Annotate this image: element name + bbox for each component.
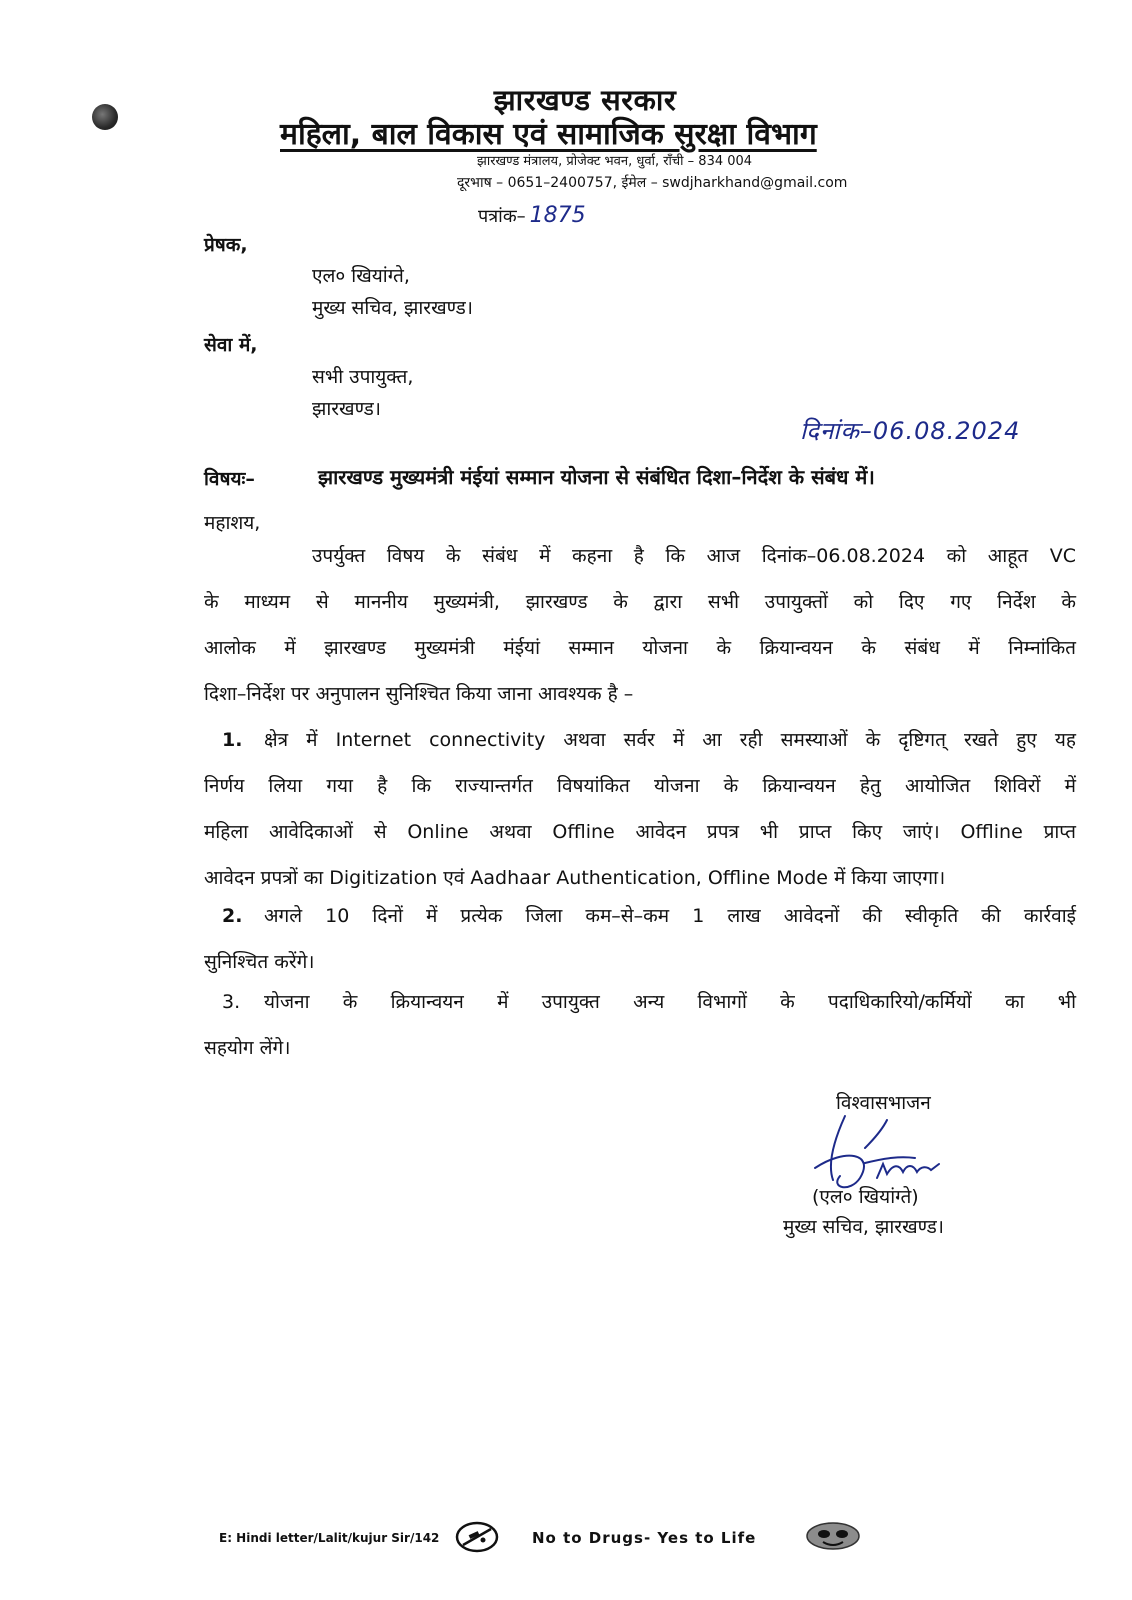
letter-number-handwritten: 1875	[529, 203, 586, 228]
point-line: सहयोग लेंगे।	[204, 1037, 291, 1059]
footer-slogan: No to Drugs- Yes to Life	[532, 1529, 757, 1547]
footer-reference: E: Hindi letter/Lalit/kujur Sir/142	[219, 1531, 440, 1545]
recipient-label: सेवा में,	[204, 334, 258, 356]
point-line: क्षेत्र में Internet connectivity अथवा सर्वर में आ रही समस्याओं के दृष्टिगत् रखते हुए यह	[264, 729, 1076, 751]
point-number: 2.	[222, 905, 243, 927]
body-line: आलोक में झारखण्ड मुख्यमंत्री मंईयां सम्मान योजना के क्रियान्वयन के संबंध में निम्नांकित	[204, 637, 1076, 659]
body-line: उपर्युक्त विषय के संबंध में कहना है कि आज दिनांक–06.08.2024 को आहूत VC	[312, 545, 1076, 567]
point-1	[204, 717, 1076, 901]
body-line: के माध्यम से माननीय मुख्यमंत्री, झारखण्ड के द्वारा सभी उपायुक्तों को दिए गए निर्देश के	[204, 591, 1076, 613]
sender-designation: मुख्य सचिव, झारखण्ड।	[312, 297, 473, 319]
sender-name: एल० खियांग्ते,	[312, 265, 410, 287]
signatory-name: (एल० खियांग्ते)	[812, 1186, 919, 1208]
smiley-face-icon	[805, 1521, 861, 1551]
handwritten-date: दिनांक–06.08.2024	[800, 417, 1021, 445]
no-drugs-icon	[455, 1521, 499, 1553]
closing-text: विश्वासभाजन	[836, 1092, 931, 1114]
signatory-designation: मुख्य सचिव, झारखण्ड।	[783, 1216, 944, 1238]
letter-number	[478, 203, 586, 228]
subject-label: विषयः–	[204, 468, 255, 490]
contact-line: दूरभाष – 0651–2400757, ईमेल – swdjharkhand@gmail.com	[457, 175, 848, 191]
point-number: 3.	[222, 991, 241, 1013]
point-line: अगले 10 दिनों में प्रत्येक जिला कम–से–कम 1 लाख आवेदनों की स्वीकृति की कार्रवाई	[264, 905, 1076, 927]
point-line: सुनिश्चित करेंगे।	[204, 951, 315, 973]
point-line: निर्णय लिया गया है कि राज्यान्तर्गत विषयांकित योजना के क्रियान्वयन हेतु आयोजित शिविरों में	[204, 775, 1076, 797]
department-title: महिला, बाल विकास एवं सामाजिक सुरक्षा विभाग	[280, 117, 817, 152]
address-line: झारखण्ड मंत्रालय, प्रोजेक्ट भवन, धुर्वा, राँची – 834 004	[477, 154, 753, 169]
recipient-line1: सभी उपायुक्त,	[312, 366, 414, 388]
recipient-line2: झारखण्ड।	[312, 398, 381, 420]
point-3	[204, 979, 1076, 1071]
point-number: 1.	[222, 729, 243, 751]
point-line: योजना के क्रियान्वयन में उपायुक्त अन्य विभागों के पदाधिकारियो/कर्मियों का भी	[264, 991, 1076, 1013]
body-paragraph	[204, 533, 1076, 717]
body-line: दिशा–निर्देश पर अनुपालन सुनिश्चित किया जाना आवश्यक है –	[204, 683, 634, 705]
government-title: झारखण्ड सरकार	[493, 83, 677, 117]
letter-number-label: पत्रांक–	[478, 206, 526, 227]
point-2	[204, 893, 1076, 985]
sender-label: प्रेषक,	[204, 234, 248, 256]
salutation: महाशय,	[204, 512, 261, 534]
point-line: आवेदन प्रपत्रों का Digitization एवं Aadhaar Authentication, Offline Mode में किया जाएगा।	[204, 867, 946, 889]
subject-text: झारखण्ड मुख्यमंत्री मंईयां सम्मान योजना से संबंधित दिशा–निर्देश के संबंध में।	[318, 465, 875, 489]
point-line: महिला आवेदिकाओं से Online अथवा Offline आवेदन प्रपत्र भी प्राप्त किए जाएं। Offline प्राप्त	[204, 821, 1076, 843]
